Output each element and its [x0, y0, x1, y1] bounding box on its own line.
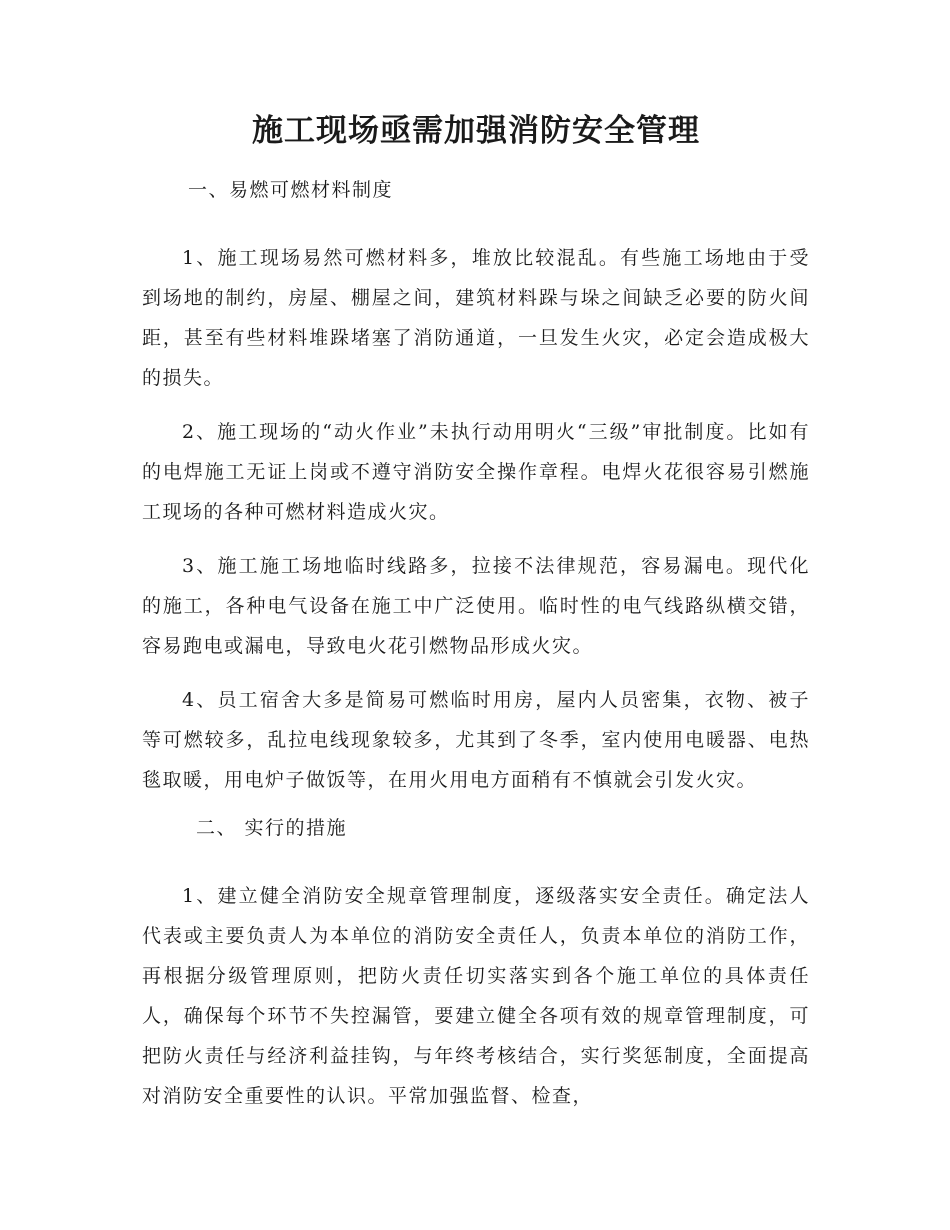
paragraph-1-1: 1、施工现场易然可燃材料多，堆放比较混乱。有些施工场地由于受到场地的制约，房屋、棚屋之间，建筑材料跺与垛之间缺乏必要的防火间距，甚至有些材料堆跺堵塞了消防通道，一旦发生火灾，必定会造成极大的损失。: [142, 247, 810, 389]
document-title: 施工现场亟需加强消防安全管理: [252, 113, 700, 149]
section-heading-2: 二、 实行的措施: [196, 817, 348, 839]
paragraph-1-2: 2、施工现场的“动火作业”未执行动用明火“三级”审批制度。比如有的电焊施工无证上岗或不遵守消防安全操作章程。电焊火花很容易引燃施工现场的各种可燃材料造成火灾。: [142, 421, 810, 523]
section-heading-1: 一、易燃可燃材料制度: [188, 179, 394, 201]
paragraph-2-1: 1、建立健全消防安全规章管理制度，逐级落实安全责任。确定法人代表或主要负责人为本单位的消防安全责任人，负责本单位的消防工作，再根据分级管理原则，把防火责任切实落实到各个施工单位的具体责任人，确保每个环节不失控漏管，要建立健全各项有效的规章管理制度，可把防火责任与经济利益挂钩，与年终考核结合，实行奖惩制度，全面提高对消防安全重要性的认识。平常加强监督、检查，: [142, 885, 810, 1107]
paragraph-1-4: 4、员工宿舍大多是简易可燃临时用房，屋内人员密集，衣物、被子等可燃较多，乱拉电线现象较多，尤其到了冬季，室内使用电暖器、电热毯取暖，用电炉子做饭等，在用火用电方面稍有不慎就会引发火灾。: [142, 689, 810, 791]
paragraph-1-3: 3、施工施工场地临时线路多，拉接不法律规范，容易漏电。现代化的施工，各种电气设备在施工中广泛使用。临时性的电气线路纵横交错，容易跑电或漏电，导致电火花引燃物品形成火灾。: [142, 555, 810, 657]
